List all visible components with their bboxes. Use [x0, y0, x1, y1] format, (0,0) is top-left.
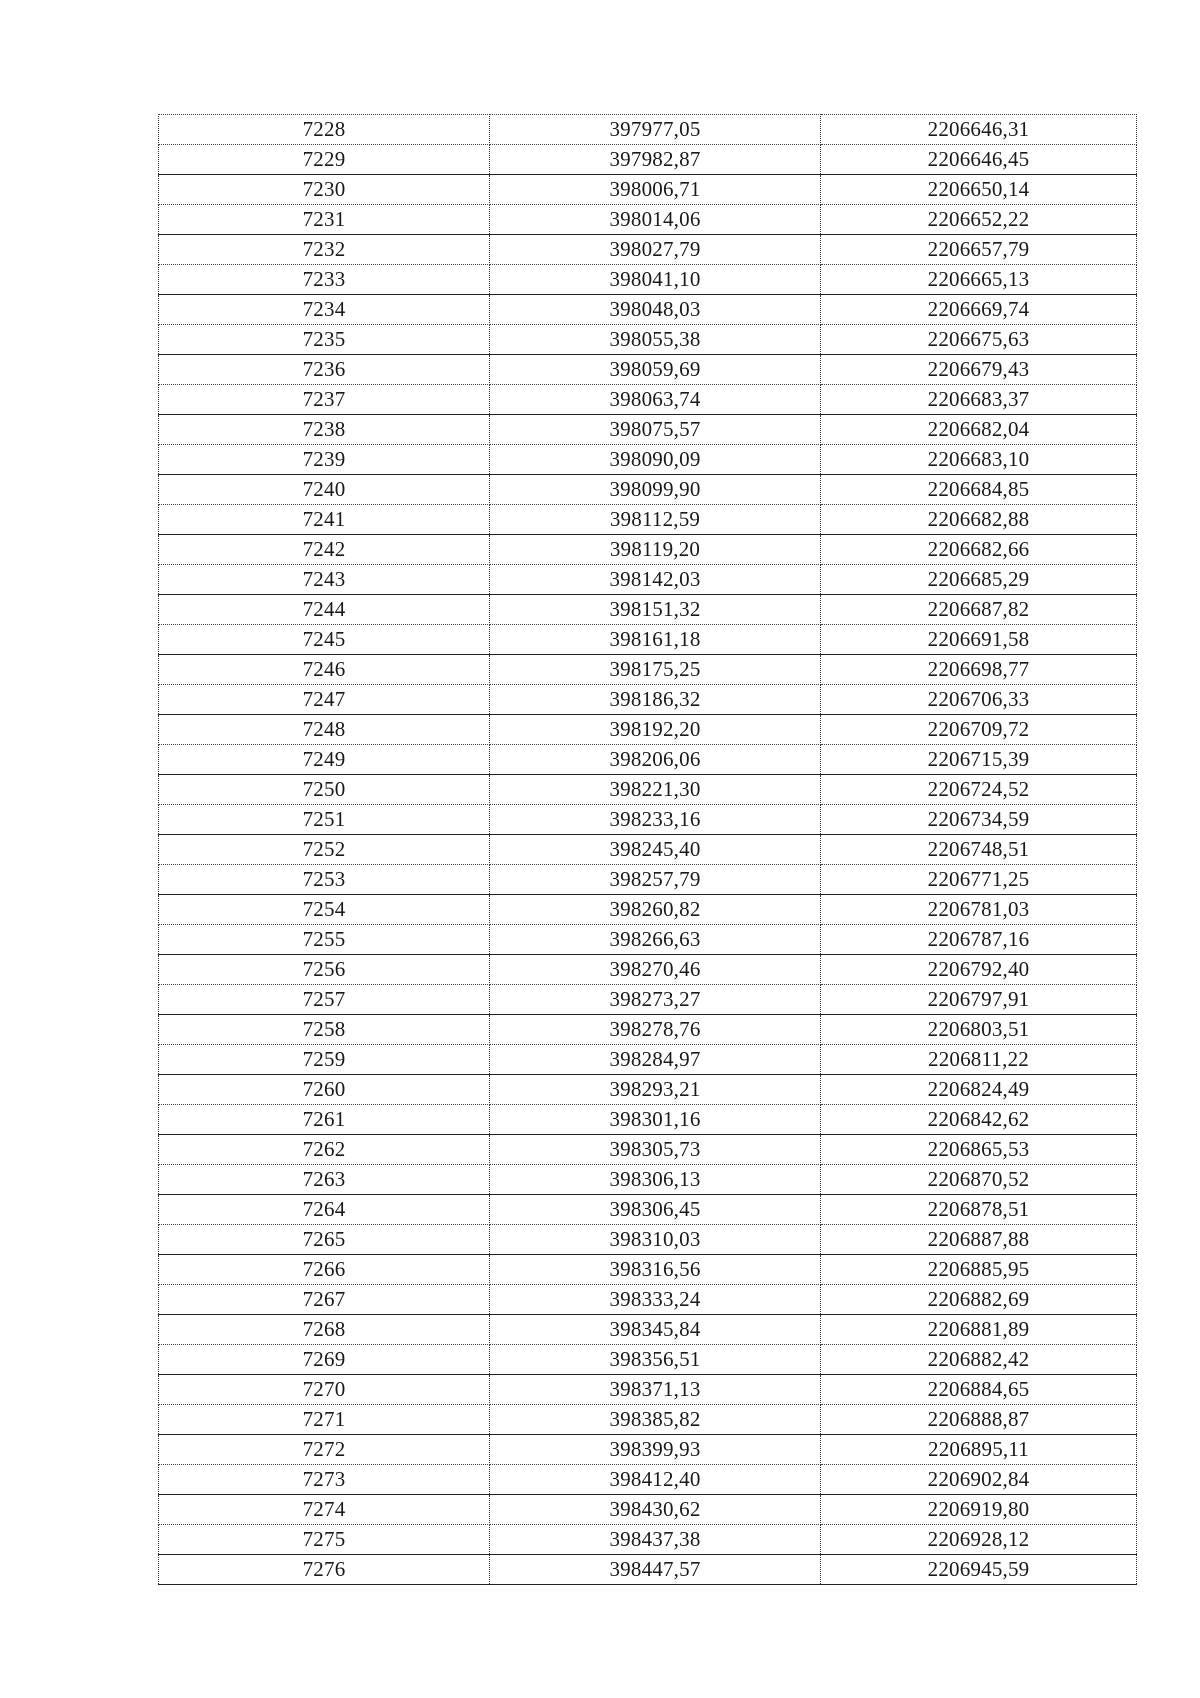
point-number-cell: 7256: [159, 955, 490, 985]
x-coordinate-cell: 398151,32: [490, 595, 821, 625]
point-number-cell: 7245: [159, 625, 490, 655]
y-coordinate-cell: 2206887,88: [821, 1225, 1137, 1255]
x-coordinate-cell: 398273,27: [490, 985, 821, 1015]
point-number-cell: 7259: [159, 1045, 490, 1075]
point-number-cell: 7261: [159, 1105, 490, 1135]
table-row: [159, 865, 1137, 895]
y-coordinate-cell: 2206682,04: [821, 415, 1137, 445]
point-number-cell: 7242: [159, 535, 490, 565]
y-coordinate-cell: 2206824,49: [821, 1075, 1137, 1105]
table-row: [159, 1135, 1137, 1165]
y-coordinate-cell: 2206881,89: [821, 1315, 1137, 1345]
x-coordinate-cell: 398161,18: [490, 625, 821, 655]
x-coordinate-cell: 398192,20: [490, 715, 821, 745]
point-number-cell: 7228: [159, 115, 490, 145]
y-coordinate-cell: 2206724,52: [821, 775, 1137, 805]
table-row: [159, 745, 1137, 775]
table-row: [159, 445, 1137, 475]
point-number-cell: 7257: [159, 985, 490, 1015]
x-coordinate-cell: 398412,40: [490, 1465, 821, 1495]
table-row: [159, 685, 1137, 715]
x-coordinate-cell: 398233,16: [490, 805, 821, 835]
coordinates-table: [158, 114, 1137, 1585]
x-coordinate-cell: 398041,10: [490, 265, 821, 295]
point-number-cell: 7241: [159, 505, 490, 535]
point-number-cell: 7250: [159, 775, 490, 805]
x-coordinate-cell: 398119,20: [490, 535, 821, 565]
table-row: [159, 355, 1137, 385]
table-row: [159, 385, 1137, 415]
y-coordinate-cell: 2206646,31: [821, 115, 1137, 145]
x-coordinate-cell: 398316,56: [490, 1255, 821, 1285]
y-coordinate-cell: 2206646,45: [821, 145, 1137, 175]
y-coordinate-cell: 2206709,72: [821, 715, 1137, 745]
point-number-cell: 7258: [159, 1015, 490, 1045]
y-coordinate-cell: 2206734,59: [821, 805, 1137, 835]
table-row: [159, 895, 1137, 925]
y-coordinate-cell: 2206685,29: [821, 565, 1137, 595]
y-coordinate-cell: 2206792,40: [821, 955, 1137, 985]
table-row: [159, 295, 1137, 325]
table-row: [159, 775, 1137, 805]
y-coordinate-cell: 2206928,12: [821, 1525, 1137, 1555]
y-coordinate-cell: 2206919,80: [821, 1495, 1137, 1525]
x-coordinate-cell: 398284,97: [490, 1045, 821, 1075]
x-coordinate-cell: 398055,38: [490, 325, 821, 355]
x-coordinate-cell: 398142,03: [490, 565, 821, 595]
x-coordinate-cell: 398306,45: [490, 1195, 821, 1225]
point-number-cell: 7266: [159, 1255, 490, 1285]
point-number-cell: 7260: [159, 1075, 490, 1105]
table-row: [159, 505, 1137, 535]
table-row: [159, 325, 1137, 355]
table-row: [159, 235, 1137, 265]
point-number-cell: 7240: [159, 475, 490, 505]
y-coordinate-cell: 2206669,74: [821, 295, 1137, 325]
table-row: [159, 1015, 1137, 1045]
y-coordinate-cell: 2206715,39: [821, 745, 1137, 775]
point-number-cell: 7249: [159, 745, 490, 775]
x-coordinate-cell: 398006,71: [490, 175, 821, 205]
y-coordinate-cell: 2206865,53: [821, 1135, 1137, 1165]
point-number-cell: 7231: [159, 205, 490, 235]
table-row: [159, 985, 1137, 1015]
x-coordinate-cell: 398306,13: [490, 1165, 821, 1195]
x-coordinate-cell: 398447,57: [490, 1555, 821, 1585]
y-coordinate-cell: 2206811,22: [821, 1045, 1137, 1075]
y-coordinate-cell: 2206797,91: [821, 985, 1137, 1015]
x-coordinate-cell: 398175,25: [490, 655, 821, 685]
coordinates-table-body: [159, 115, 1137, 1585]
x-coordinate-cell: 398260,82: [490, 895, 821, 925]
table-row: [159, 145, 1137, 175]
y-coordinate-cell: 2206787,16: [821, 925, 1137, 955]
y-coordinate-cell: 2206771,25: [821, 865, 1137, 895]
table-row: [159, 1405, 1137, 1435]
x-coordinate-cell: 398048,03: [490, 295, 821, 325]
table-row: [159, 955, 1137, 985]
table-row: [159, 1435, 1137, 1465]
x-coordinate-cell: 398333,24: [490, 1285, 821, 1315]
table-row: [159, 655, 1137, 685]
table-row: [159, 1165, 1137, 1195]
table-row: [159, 535, 1137, 565]
table-row: [159, 565, 1137, 595]
x-coordinate-cell: 398112,59: [490, 505, 821, 535]
y-coordinate-cell: 2206687,82: [821, 595, 1137, 625]
table-row: [159, 715, 1137, 745]
x-coordinate-cell: 398305,73: [490, 1135, 821, 1165]
y-coordinate-cell: 2206650,14: [821, 175, 1137, 205]
point-number-cell: 7238: [159, 415, 490, 445]
y-coordinate-cell: 2206803,51: [821, 1015, 1137, 1045]
y-coordinate-cell: 2206945,59: [821, 1555, 1137, 1585]
y-coordinate-cell: 2206882,69: [821, 1285, 1137, 1315]
x-coordinate-cell: 398099,90: [490, 475, 821, 505]
point-number-cell: 7244: [159, 595, 490, 625]
x-coordinate-cell: 398221,30: [490, 775, 821, 805]
y-coordinate-cell: 2206882,42: [821, 1345, 1137, 1375]
point-number-cell: 7243: [159, 565, 490, 595]
table-row: [159, 1255, 1137, 1285]
point-number-cell: 7270: [159, 1375, 490, 1405]
table-row: [159, 1045, 1137, 1075]
point-number-cell: 7255: [159, 925, 490, 955]
point-number-cell: 7264: [159, 1195, 490, 1225]
point-number-cell: 7275: [159, 1525, 490, 1555]
x-coordinate-cell: 398399,93: [490, 1435, 821, 1465]
point-number-cell: 7267: [159, 1285, 490, 1315]
point-number-cell: 7239: [159, 445, 490, 475]
x-coordinate-cell: 398293,21: [490, 1075, 821, 1105]
y-coordinate-cell: 2206884,65: [821, 1375, 1137, 1405]
point-number-cell: 7234: [159, 295, 490, 325]
point-number-cell: 7236: [159, 355, 490, 385]
x-coordinate-cell: 398385,82: [490, 1405, 821, 1435]
table-row: [159, 115, 1137, 145]
table-row: [159, 1285, 1137, 1315]
point-number-cell: 7254: [159, 895, 490, 925]
table-row: [159, 595, 1137, 625]
x-coordinate-cell: 398310,03: [490, 1225, 821, 1255]
y-coordinate-cell: 2206885,95: [821, 1255, 1137, 1285]
x-coordinate-cell: 398430,62: [490, 1495, 821, 1525]
y-coordinate-cell: 2206878,51: [821, 1195, 1137, 1225]
table-row: [159, 1465, 1137, 1495]
x-coordinate-cell: 398257,79: [490, 865, 821, 895]
x-coordinate-cell: 398266,63: [490, 925, 821, 955]
table-row: [159, 1555, 1137, 1585]
table-row: [159, 835, 1137, 865]
point-number-cell: 7230: [159, 175, 490, 205]
x-coordinate-cell: 397977,05: [490, 115, 821, 145]
x-coordinate-cell: 398186,32: [490, 685, 821, 715]
point-number-cell: 7246: [159, 655, 490, 685]
y-coordinate-cell: 2206781,03: [821, 895, 1137, 925]
table-row: [159, 625, 1137, 655]
point-number-cell: 7229: [159, 145, 490, 175]
y-coordinate-cell: 2206748,51: [821, 835, 1137, 865]
point-number-cell: 7276: [159, 1555, 490, 1585]
x-coordinate-cell: 398270,46: [490, 955, 821, 985]
table-row: [159, 1225, 1137, 1255]
point-number-cell: 7251: [159, 805, 490, 835]
y-coordinate-cell: 2206679,43: [821, 355, 1137, 385]
point-number-cell: 7272: [159, 1435, 490, 1465]
table-row: [159, 1525, 1137, 1555]
x-coordinate-cell: 398301,16: [490, 1105, 821, 1135]
y-coordinate-cell: 2206698,77: [821, 655, 1137, 685]
y-coordinate-cell: 2206684,85: [821, 475, 1137, 505]
point-number-cell: 7237: [159, 385, 490, 415]
x-coordinate-cell: 398059,69: [490, 355, 821, 385]
point-number-cell: 7262: [159, 1135, 490, 1165]
x-coordinate-cell: 398437,38: [490, 1525, 821, 1555]
y-coordinate-cell: 2206842,62: [821, 1105, 1137, 1135]
y-coordinate-cell: 2206652,22: [821, 205, 1137, 235]
point-number-cell: 7271: [159, 1405, 490, 1435]
y-coordinate-cell: 2206665,13: [821, 265, 1137, 295]
y-coordinate-cell: 2206870,52: [821, 1165, 1137, 1195]
table-row: [159, 175, 1137, 205]
point-number-cell: 7232: [159, 235, 490, 265]
table-row: [159, 475, 1137, 505]
x-coordinate-cell: 398206,06: [490, 745, 821, 775]
y-coordinate-cell: 2206888,87: [821, 1405, 1137, 1435]
x-coordinate-cell: 398278,76: [490, 1015, 821, 1045]
table-row: [159, 205, 1137, 235]
point-number-cell: 7265: [159, 1225, 490, 1255]
x-coordinate-cell: 398027,79: [490, 235, 821, 265]
y-coordinate-cell: 2206683,37: [821, 385, 1137, 415]
point-number-cell: 7274: [159, 1495, 490, 1525]
y-coordinate-cell: 2206691,58: [821, 625, 1137, 655]
table-row: [159, 415, 1137, 445]
x-coordinate-cell: 397982,87: [490, 145, 821, 175]
point-number-cell: 7263: [159, 1165, 490, 1195]
x-coordinate-cell: 398090,09: [490, 445, 821, 475]
y-coordinate-cell: 2206706,33: [821, 685, 1137, 715]
point-number-cell: 7253: [159, 865, 490, 895]
x-coordinate-cell: 398356,51: [490, 1345, 821, 1375]
table-row: [159, 1075, 1137, 1105]
y-coordinate-cell: 2206902,84: [821, 1465, 1137, 1495]
table-row: [159, 925, 1137, 955]
table-row: [159, 1315, 1137, 1345]
y-coordinate-cell: 2206657,79: [821, 235, 1137, 265]
x-coordinate-cell: 398063,74: [490, 385, 821, 415]
table-row: [159, 1105, 1137, 1135]
table-row: [159, 265, 1137, 295]
y-coordinate-cell: 2206683,10: [821, 445, 1137, 475]
y-coordinate-cell: 2206895,11: [821, 1435, 1137, 1465]
table-row: [159, 1375, 1137, 1405]
point-number-cell: 7273: [159, 1465, 490, 1495]
point-number-cell: 7248: [159, 715, 490, 745]
point-number-cell: 7247: [159, 685, 490, 715]
point-number-cell: 7235: [159, 325, 490, 355]
table-row: [159, 805, 1137, 835]
point-number-cell: 7269: [159, 1345, 490, 1375]
x-coordinate-cell: 398014,06: [490, 205, 821, 235]
table-row: [159, 1195, 1137, 1225]
y-coordinate-cell: 2206682,66: [821, 535, 1137, 565]
point-number-cell: 7252: [159, 835, 490, 865]
point-number-cell: 7233: [159, 265, 490, 295]
table-row: [159, 1345, 1137, 1375]
x-coordinate-cell: 398345,84: [490, 1315, 821, 1345]
x-coordinate-cell: 398371,13: [490, 1375, 821, 1405]
x-coordinate-cell: 398245,40: [490, 835, 821, 865]
table-row: [159, 1495, 1137, 1525]
y-coordinate-cell: 2206682,88: [821, 505, 1137, 535]
y-coordinate-cell: 2206675,63: [821, 325, 1137, 355]
x-coordinate-cell: 398075,57: [490, 415, 821, 445]
point-number-cell: 7268: [159, 1315, 490, 1345]
